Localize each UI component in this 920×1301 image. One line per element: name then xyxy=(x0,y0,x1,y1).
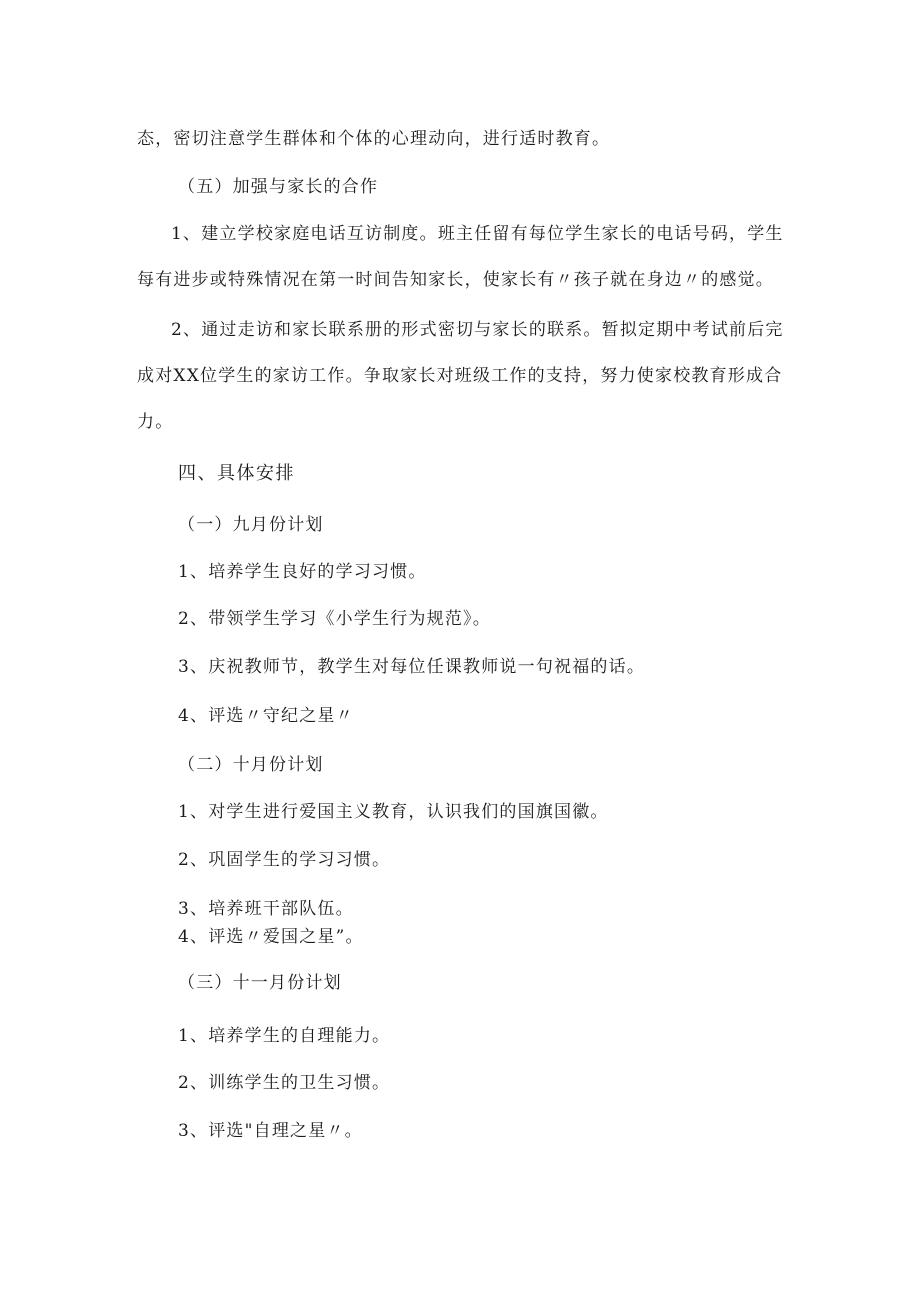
november-item-2: 2、训练学生的卫生习惯。 xyxy=(178,1073,391,1093)
october-item-3: 3、培养班干部队伍。 xyxy=(178,899,354,919)
september-plan-heading: （一）九月份计划 xyxy=(178,515,324,535)
september-item-1: 1、培养学生良好的学习习惯。 xyxy=(178,562,427,582)
parents-item-1: 1、建立学校家庭电话互访制度。班主任留有每位学生家长的电话号码，学生每有进步或特殊情况在第一时间告知家长，使家长有〃孩子就在身边〃的感觉。 xyxy=(137,224,784,290)
october-item-2: 2、巩固学生的学习习惯。 xyxy=(178,850,391,870)
paragraph-continuation: 态，密切注意学生群体和个体的心理动向，进行适时教育。 xyxy=(137,129,611,149)
september-item-4: 4、评选〃守纪之星〃 xyxy=(178,706,354,726)
september-item-2: 2、带领学生学习《小学生行为规范》。 xyxy=(178,609,491,629)
october-item-1: 1、对学生进行爱国主义教育，认识我们的国旗国徽。 xyxy=(178,802,609,822)
november-item-1: 1、培养学生的自理能力。 xyxy=(178,1026,391,1046)
section-heading-arrangement: 四、具体安排 xyxy=(178,463,295,484)
subsection-heading-parents: （五）加强与家长的合作 xyxy=(178,177,379,197)
parents-item-2: 2、通过走访和家长联系册的形式密切与家长的联系。暂拟定期中考试前后完成对XX位学生的家访工作。争取家长对班级工作的支持，努力使家校教育形成合力。 xyxy=(137,320,784,432)
november-item-3: 3、评选"自理之星〃。 xyxy=(178,1121,363,1141)
october-plan-heading: （二）十月份计划 xyxy=(178,755,324,775)
september-item-3: 3、庆祝教师节，教学生对每位任课教师说一句祝福的话。 xyxy=(178,657,646,677)
november-plan-heading: （三）十一月份计划 xyxy=(178,973,342,993)
october-item-4: 4、评选〃爱国之星”。 xyxy=(178,927,364,947)
